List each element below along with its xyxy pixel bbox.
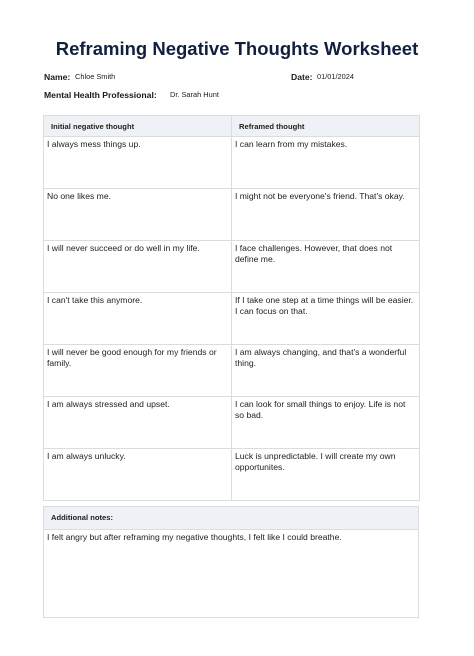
worksheet-title: Reframing Negative Thoughts Worksheet [55,38,419,59]
initial-thought-cell: I will never be good enough for my friends or family. [44,345,232,397]
initial-thought-cell: I am always unlucky. [44,449,232,501]
table-row [44,241,420,293]
initial-thought-cell: I will never succeed or do well in my life. [44,241,232,293]
table-row [44,189,420,241]
initial-thought-cell: I am always stressed and upset. [44,397,232,449]
initial-thought-cell: No one likes me. [44,189,232,241]
professional-value: Dr. Sarah Hunt [170,90,219,99]
additional-notes-text: I felt angry but after reframing my negative thoughts, I felt like I could breathe. [47,532,342,542]
table-row [44,397,420,449]
date-value: 01/01/2024 [317,72,354,81]
initial-thought-cell: I always mess things up. [44,137,232,189]
reframed-thought-cell: I might not be everyone's friend. That's okay. [232,189,420,241]
thoughts-table [43,115,420,501]
column-header-initial: Initial negative thought [44,116,232,137]
column-header-reframed: Reframed thought [232,116,420,137]
reframed-thought-cell: I face challenges. However, that does not define me. [232,241,420,293]
date-label: Date: [291,72,313,82]
table-header-row [44,116,420,137]
table-row [44,137,420,189]
table-row [44,449,420,501]
reframed-thought-cell: I can learn from my mistakes. [232,137,420,189]
additional-notes-box [43,506,419,618]
reframed-thought-cell: Luck is unpredictable. I will create my own opportunites. [232,449,420,501]
table-row [44,345,420,397]
name-label: Name: [44,72,71,82]
reframed-thought-cell: I can look for small things to enjoy. Life is not so bad. [232,397,420,449]
reframed-thought-cell: I am always changing, and that's a wonderful thing. [232,345,420,397]
initial-thought-cell: I can't take this anymore. [44,293,232,345]
professional-label: Mental Health Professional: [44,90,157,100]
additional-notes-label: Additional notes: [44,507,418,530]
name-value: Chloe Smith [75,72,116,81]
table-row [44,293,420,345]
reframed-thought-cell: If I take one step at a time things will be easier. I can focus on that. [232,293,420,345]
